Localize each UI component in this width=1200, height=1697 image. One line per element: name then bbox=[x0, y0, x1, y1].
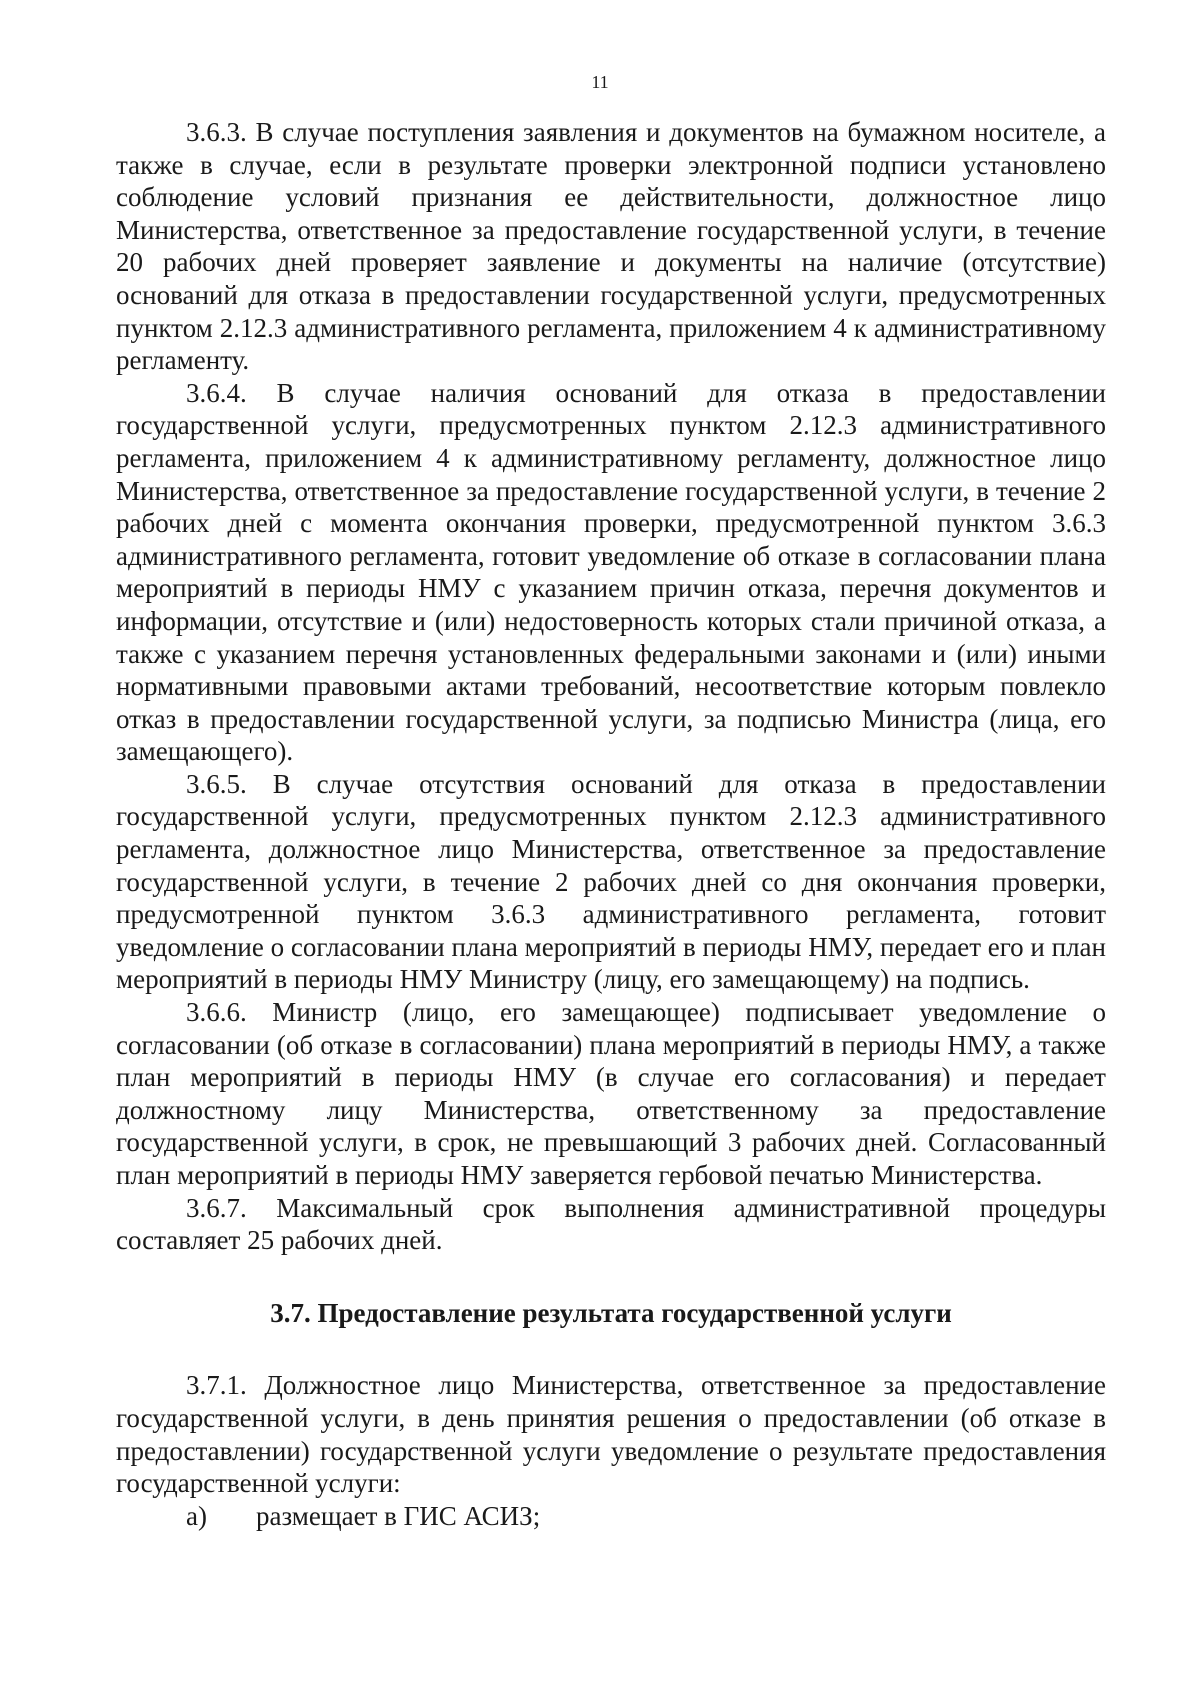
paragraph-3-6-7: 3.6.7. Максимальный срок выполнения административной процедуры составляет 25 рабочих дней. bbox=[116, 1192, 1106, 1256]
paragraph-3-7-1: 3.7.1. Должностное лицо Министерства, ответственное за предоставление государственной услуги, в день принятия решения о предоставлении (об отказе в предоставлении) государственной услуги уведомление о результате предоставления государственной услуги: bbox=[116, 1370, 1106, 1499]
page-number: 11 bbox=[591, 72, 609, 92]
paragraph-3-6-5: 3.6.5. В случае отсутствия оснований для отказа в предоставлении государственной услуги, предусмотренных пунктом 2.12.3 административного регламента, должностное лицо Министерства, ответственное за предоставление государственной услуги, в течение 2 рабочих дней со дня окончания проверки, предусмотренной пунктом 3.6.3 административного регламента, готовит уведомление о согласовании плана мероприятий в периоды НМУ, передает его и план мероприятий в периоды НМУ Министру (лицу, его замещающему) на подпись. bbox=[116, 768, 1106, 995]
paragraph-3-6-6: 3.6.6. Министр (лицо, его замещающее) подписывает уведомление о согласовании (об отказе в согласовании) плана мероприятий в периоды НМУ, а также план мероприятий в периоды НМУ (в случае его согласования) и передает должностному лицу Министерства, ответственному за предоставление государственной услуги, в срок, не превышающий 3 рабочих дней. Согласованный план мероприятий в периоды НМУ заверяется гербовой печатью Министерства. bbox=[116, 997, 1106, 1190]
section-heading: 3.7. Предоставление результата государственной услуги bbox=[270, 1297, 952, 1328]
paragraph-3-6-3: 3.6.3. В случае поступления заявления и документов на бумажном носителе, а также в случае, если в результате проверки электронной подписи установлено соблюдение условий признания ее действительности, должностное лицо Министерства, ответственное за предоставление государственной услуги, в течение 20 рабочих дней проверяет заявление и документы на наличие (отсутствие) оснований для отказа в предоставлении государственной услуги, предусмотренных пунктом 2.12.3 административного регламента, приложением 4 к административному регламенту. bbox=[116, 117, 1106, 376]
paragraph-3-6-4: 3.6.4. В случае наличия оснований для отказа в предоставлении государственной услуги, предусмотренных пунктом 2.12.3 административного регламента, приложением 4 к административному регламенту, должностное лицо Министерства, ответственное за предоставление государственной услуги, в течение 2 рабочих дней с момента окончания проверки, предусмотренной пунктом 3.6.3 административного регламента, готовит уведомление об отказе в согласовании плана мероприятий в периоды НМУ с указанием причин отказа, перечня документов и информации, отсутствие и (или) недостоверность которых стали причиной отказа, а также с указанием перечня установленных федеральными законами и (или) иными нормативными правовыми актами требований, несоответствие которым повлекло отказ в предоставлении государственной услуги, за подписью Министра (лица, его замещающего). bbox=[116, 377, 1106, 767]
document-body bbox=[116, 116, 1106, 1532]
list-marker: а) bbox=[186, 1500, 207, 1531]
list-item-text: размещает в ГИС АСИЗ; bbox=[256, 1500, 541, 1531]
list-item bbox=[116, 1500, 1106, 1533]
